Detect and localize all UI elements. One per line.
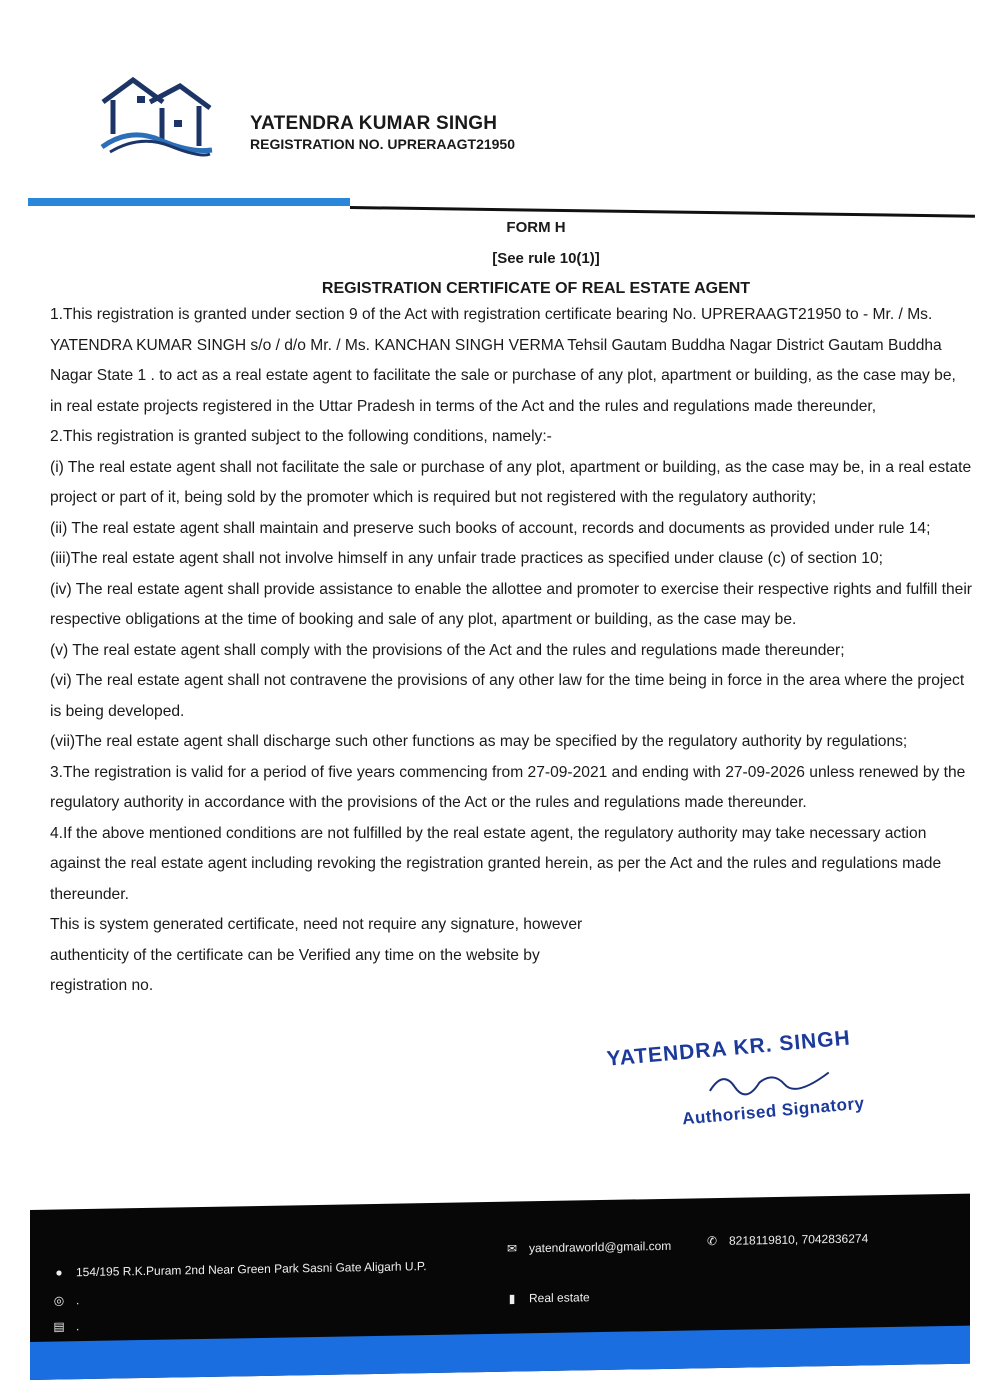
paragraph: 1.This registration is granted under section 9 of the Act with registration certificate bearing No. UPRERAAGT21950 to - Mr. / Ms. YATENDRA KUMAR SINGH s/o / d/o Mr. / Ms. KANCHAN SINGH VERMA Tehsil Gautam Buddha Nagar District Gautam Buddha Nagar State 1 . to act as a real estate agent to facilitate the sale or purchase of any plot, apartment or building, as the case may be, in real estate projects registered in the Uttar Pradesh in terms of the Act and the rules and regulations made thereunder, <box>50 306 956 415</box>
condition-item: (vii)The real estate agent shall discharge such other functions as may be specified by the regulatory authority by regulations; <box>50 733 908 750</box>
header-divider-black <box>350 206 975 218</box>
stamp-title: Authorised Signatory <box>681 1093 866 1129</box>
business-icon: ▮ <box>508 1291 516 1306</box>
form-title: FORM H <box>506 219 566 236</box>
condition-item: (iv) The real estate agent shall provide assistance to enable the allottee and promoter to exercise their respective rights and fulfill their respective obligations at the time of booking and sale of any plot, apartment or building, as the case may be. <box>50 580 972 628</box>
certificate-body <box>50 300 972 1002</box>
certificate-heading: REGISTRATION CERTIFICATE OF REAL ESTATE AGENT <box>321 280 751 297</box>
condition-item: (vi) The real estate agent shall not contravene the provisions of any other law for the time being in force in the area where the project is being developed. <box>50 672 965 720</box>
fax-text: . <box>76 1319 80 1334</box>
footer-website <box>52 1293 79 1307</box>
footer-business <box>505 1290 590 1305</box>
system-note: This is system generated certificate, need not require any signature, however authenticity of the certificate can be Verified any time on the website by registration no. <box>50 916 583 994</box>
signatory-stamp <box>606 1023 904 1158</box>
printer-icon: ▤ <box>53 1319 65 1334</box>
footer-phone <box>705 1231 868 1248</box>
business-text: Real estate <box>529 1290 590 1306</box>
footer-blue-band <box>30 1326 970 1380</box>
rule-reference: [See rule 10(1)] <box>492 250 600 267</box>
email-text: yatendraworld@gmail.com <box>529 1238 672 1256</box>
condition-item: (iii)The real estate agent shall not involve himself in any unfair trade practices as specified under clause (c) of section 10; <box>50 550 883 567</box>
phone-icon: ✆ <box>706 1234 718 1249</box>
agent-name: YATENDRA KUMAR SINGH <box>250 113 498 134</box>
location-pin-icon: ● <box>55 1265 63 1280</box>
paragraph: 3.The registration is valid for a period of five years commencing from 27-09-2021 and ending with 27-09-2026 unless renewed by the regulatory authority in accordance with the provisions of the Act or the rules and regulations made thereunder. <box>50 763 966 811</box>
paragraph: 4.If the above mentioned conditions are not fulfilled by the real estate agent, the regulatory authority may take necessary action against the real estate agent including revoking the registration granted herein, as per the Act and the rules and regulations made thereunder. <box>50 824 942 903</box>
footer-fax <box>52 1319 79 1333</box>
stamp-name: YATENDRA KR. SINGH <box>605 1026 852 1071</box>
footer-address <box>52 1259 427 1280</box>
envelope-icon: ✉ <box>506 1241 518 1256</box>
registration-number: REGISTRATION NO. UPRERAAGT21950 <box>250 136 516 152</box>
website-text: . <box>76 1293 80 1308</box>
footer-email <box>505 1239 671 1256</box>
condition-item: (i) The real estate agent shall not facilitate the sale or purchase of any plot, apartment or building, as the case may be, in a real estate project or part of it, being sold by the promoter which is required but not registered with the regulatory authority; <box>50 458 972 506</box>
phone-text: 8218119810, 7042836274 <box>729 1231 869 1248</box>
footer-bar <box>30 1194 970 1380</box>
paragraph: 2.This registration is granted subject to the following conditions, namely:- <box>50 428 552 445</box>
address-text: 154/195 R.K.Puram 2nd Near Green Park Sasni Gate Aligarh U.P. <box>76 1259 427 1280</box>
condition-item: (v) The real estate agent shall comply with the provisions of the Act and the rules and regulations made thereunder; <box>50 641 845 659</box>
house-logo-icon <box>100 72 215 157</box>
condition-item: (ii) The real estate agent shall maintain and preserve such books of account, records and documents as provided under rule 14; <box>50 519 931 537</box>
header-divider-blue <box>28 198 350 206</box>
globe-icon: ◎ <box>53 1293 65 1308</box>
